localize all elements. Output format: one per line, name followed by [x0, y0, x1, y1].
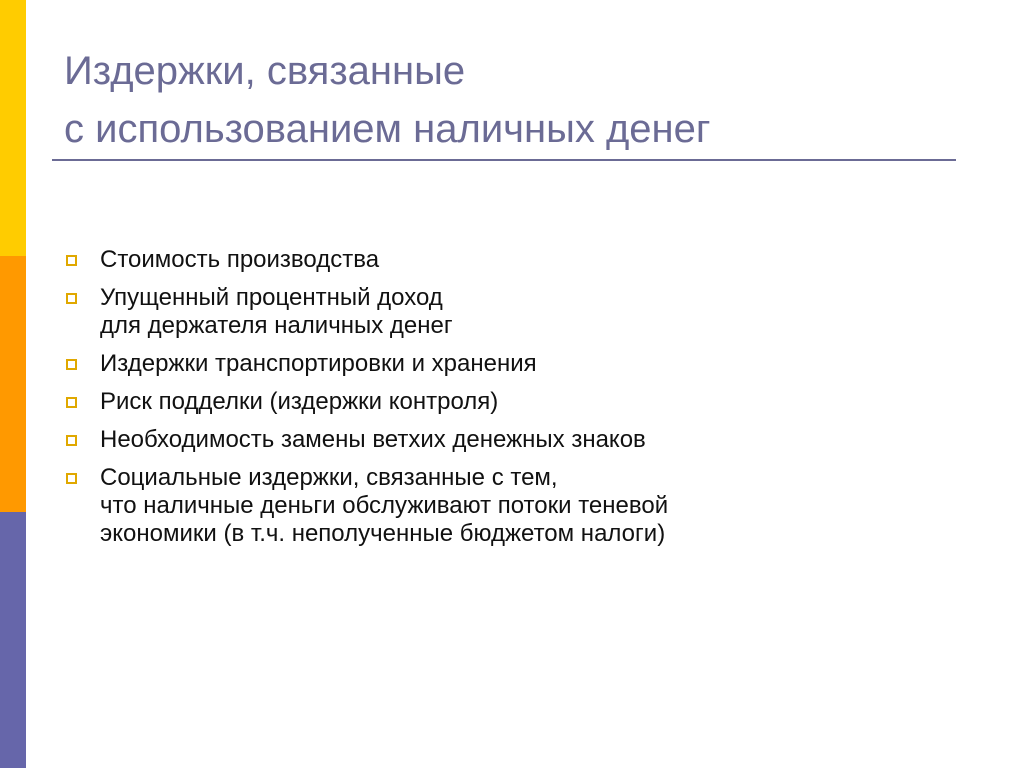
bullet-list	[64, 246, 964, 558]
bullet-item	[64, 426, 964, 454]
bullet-text-line: что наличные деньги обслуживают потоки теневой	[100, 492, 669, 519]
bullet-item	[64, 388, 964, 416]
title-divider	[52, 159, 956, 161]
bullet-item	[64, 350, 964, 378]
bullet-text-line: Социальные издержки, связанные с тем,	[100, 464, 558, 491]
slide-title-line-2: с использованием наличных денег	[64, 107, 711, 151]
square-bullet-icon	[66, 359, 77, 370]
accent-stripe-top	[0, 0, 26, 256]
square-bullet-icon	[66, 397, 77, 408]
bullet-text-line: Упущенный процентный доход	[100, 284, 443, 311]
square-bullet-icon	[66, 255, 77, 266]
slide-title	[64, 42, 964, 158]
bullet-item	[64, 246, 964, 274]
bullet-item	[64, 284, 964, 340]
accent-stripe-middle	[0, 256, 26, 512]
bullet-text-line: Стоимость производства	[100, 246, 380, 273]
slide-title-line-1: Издержки, связанные	[64, 49, 466, 93]
square-bullet-icon	[66, 473, 77, 484]
square-bullet-icon	[66, 435, 77, 446]
bullet-text-line: Необходимость замены ветхих денежных знаков	[100, 426, 646, 453]
accent-stripe-bottom	[0, 512, 26, 768]
bullet-text-line: Риск подделки (издержки контроля)	[100, 388, 499, 415]
bullet-text-line: Издержки транспортировки и хранения	[100, 350, 537, 377]
bullet-text-line: для держателя наличных денег	[100, 312, 453, 339]
bullet-text-line: экономики (в т.ч. неполученные бюджетом налоги)	[100, 520, 666, 547]
bullet-item	[64, 464, 964, 548]
square-bullet-icon	[66, 293, 77, 304]
